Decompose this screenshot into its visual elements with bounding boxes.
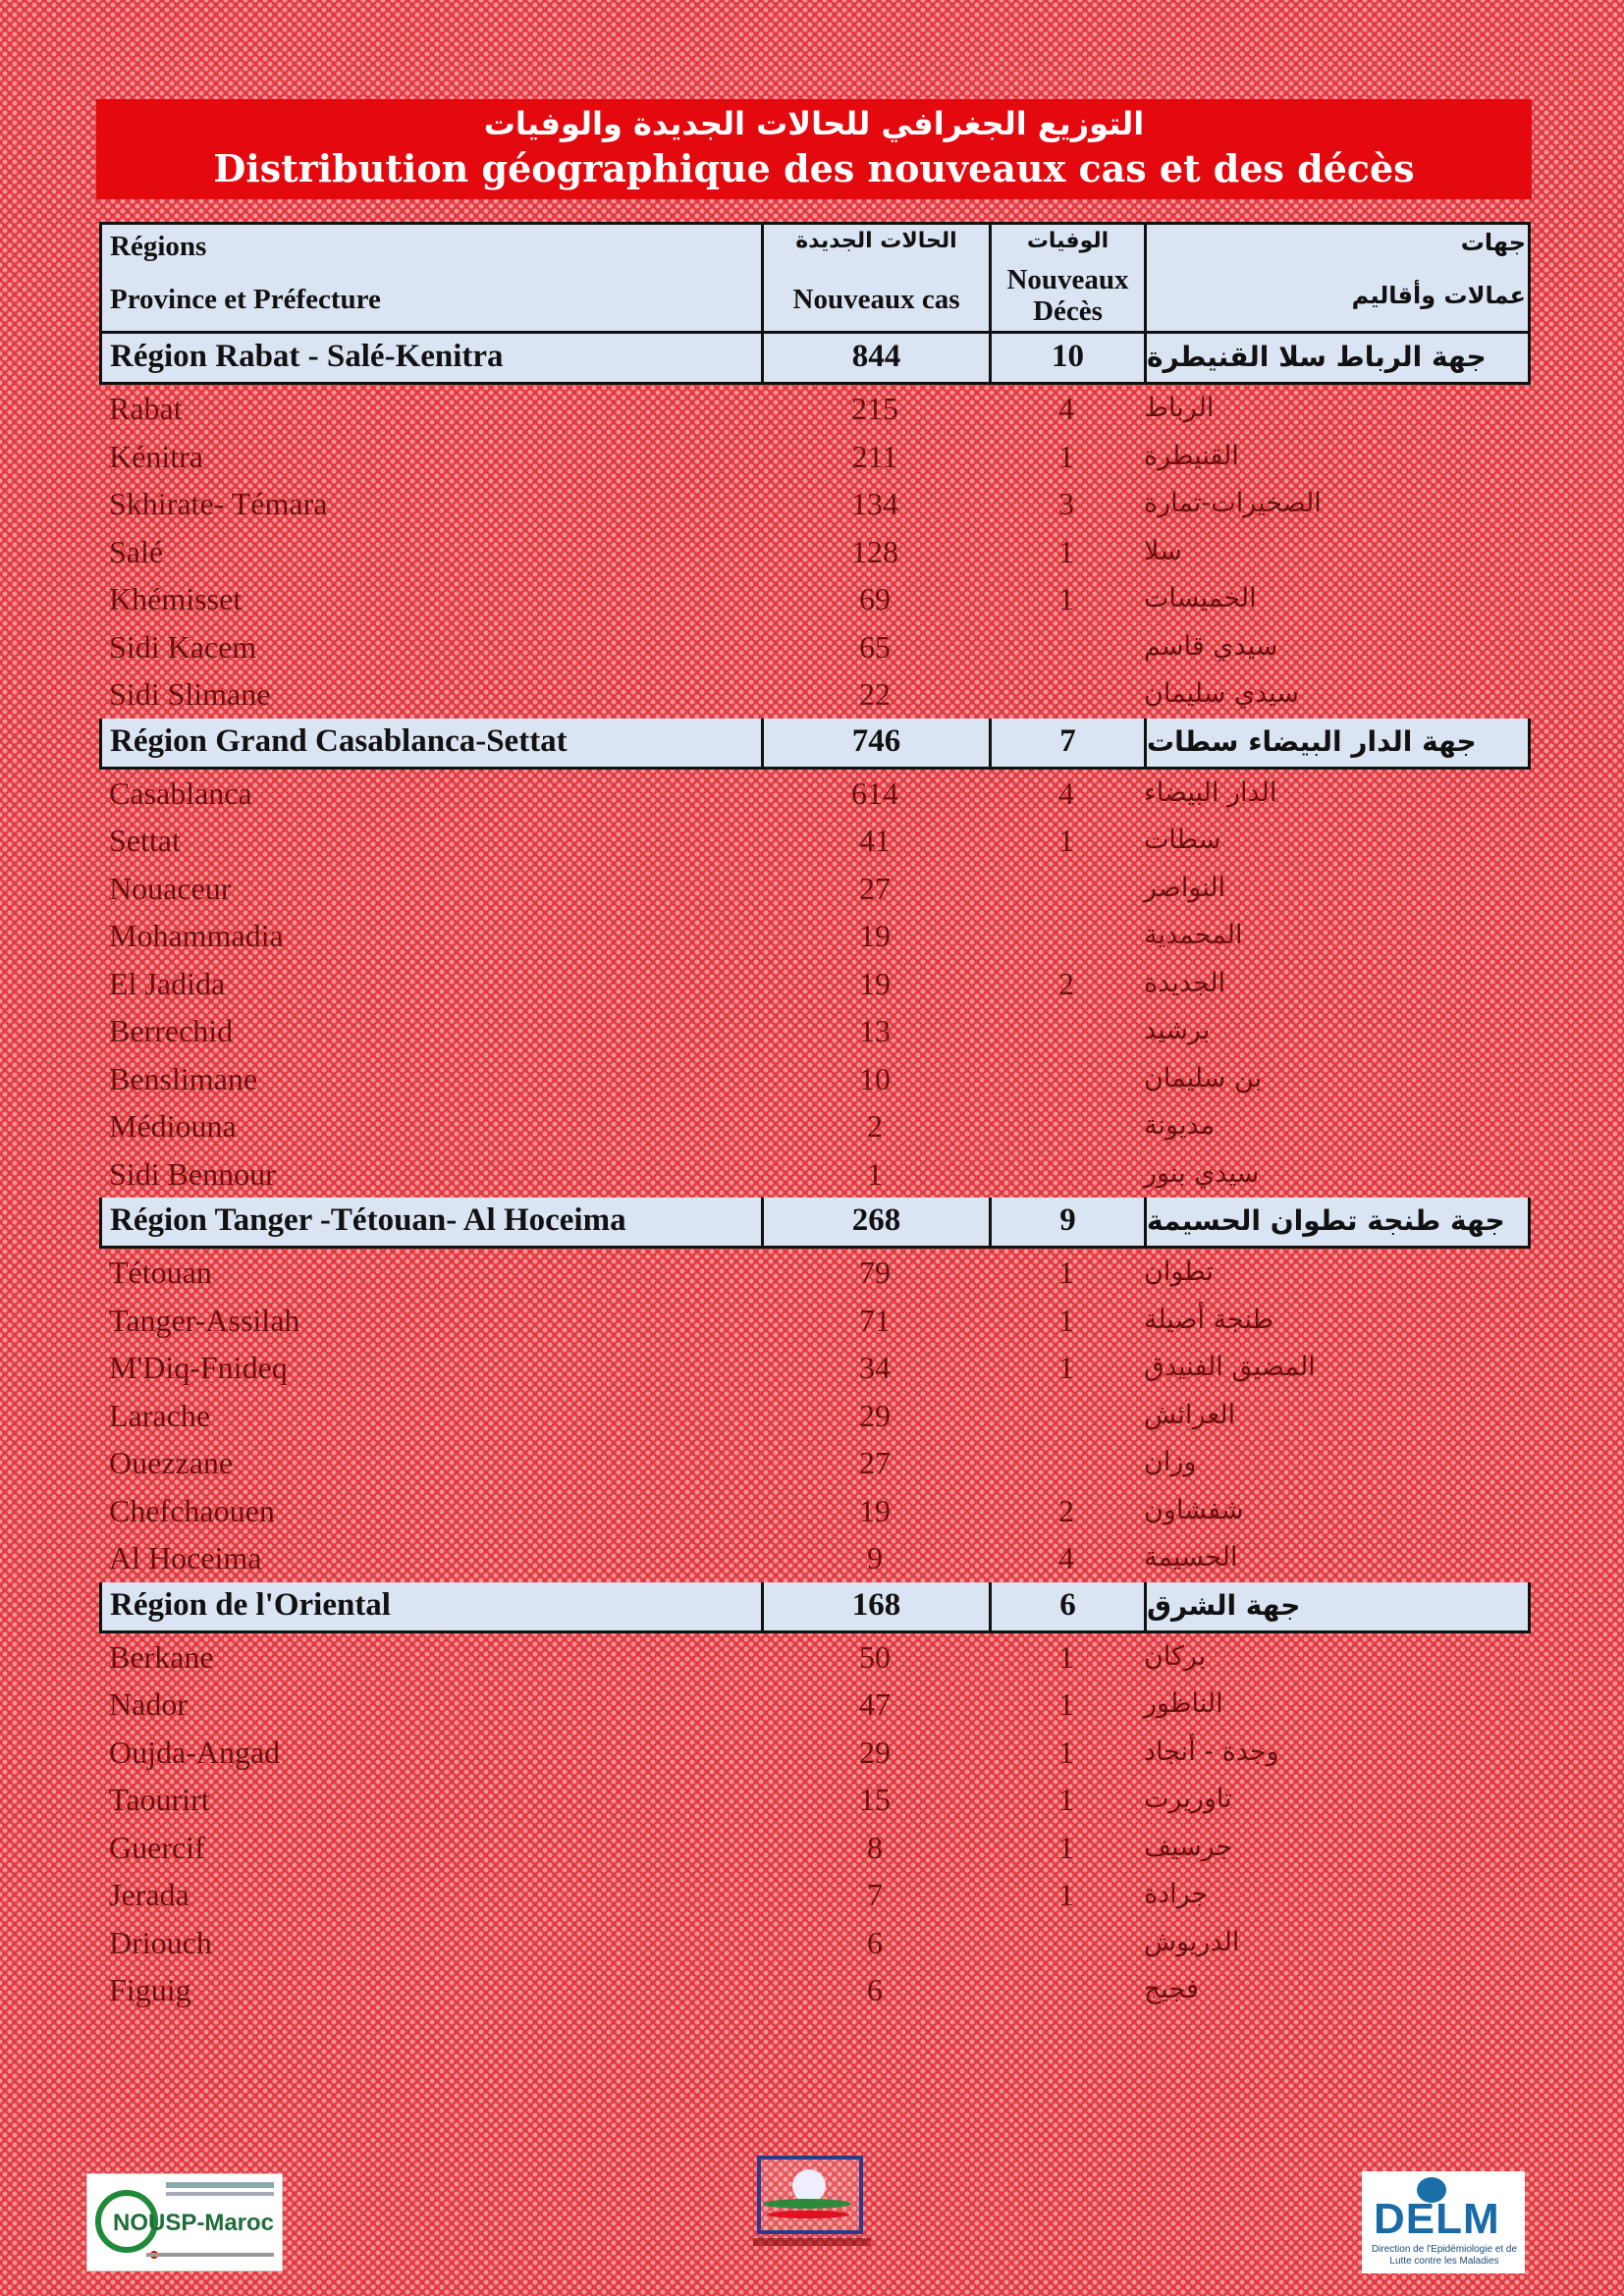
province-cases: 41 xyxy=(859,823,891,858)
province-name-fr: Al Hoceima xyxy=(109,1540,262,1575)
nousp-logo-text: NOUSP-Maroc xyxy=(113,2210,275,2236)
province-deaths xyxy=(989,623,1144,671)
province-cases: 128 xyxy=(851,533,898,569)
province-deaths: 1 xyxy=(1058,533,1074,569)
province-deaths: 1 xyxy=(1058,438,1074,474)
province-row xyxy=(99,1681,1531,1729)
province-row xyxy=(99,670,1531,719)
province-row xyxy=(99,912,1531,960)
province-cases: 27 xyxy=(859,1445,891,1480)
header-regions-label: Régions xyxy=(110,231,207,262)
province-name-fr: Taourirt xyxy=(109,1782,210,1817)
province-name-ar: مديونة xyxy=(1144,1110,1216,1141)
region-deaths: 7 xyxy=(992,719,1147,767)
province-deaths xyxy=(989,670,1144,719)
province-name-ar: سيدي سليمان xyxy=(1144,678,1300,709)
ministry-emblem-globe xyxy=(792,2169,826,2203)
province-deaths xyxy=(989,1392,1144,1440)
province-name-ar: الحسيمة xyxy=(1144,1542,1238,1573)
province-name-ar: وجدة - أنجاد xyxy=(1144,1735,1279,1767)
province-cases: 29 xyxy=(859,1397,891,1433)
logo-text-bar xyxy=(146,2253,274,2257)
province-row xyxy=(99,960,1531,1008)
province-cases: 8 xyxy=(867,1829,883,1865)
province-name-ar: الصخيرات-تمارة xyxy=(1144,488,1322,518)
province-row xyxy=(99,528,1531,576)
province-deaths: 1 xyxy=(1058,1877,1074,1912)
region-name-ar: جهة الدار البيضاء سطات xyxy=(1147,724,1477,758)
province-deaths: 2 xyxy=(1058,965,1074,1001)
distribution-table xyxy=(99,222,1531,2014)
province-name-fr: M'Diq-Fnideq xyxy=(109,1350,288,1385)
province-name-fr: Nouaceur xyxy=(109,870,232,906)
province-name-ar: طنجة أصيلة xyxy=(1144,1304,1274,1335)
region-row xyxy=(99,1582,1531,1633)
province-name-fr: Nador xyxy=(109,1686,188,1722)
province-cases: 211 xyxy=(851,438,898,474)
province-cases: 27 xyxy=(859,870,891,906)
delm-logo-text: DELM xyxy=(1374,2195,1500,2243)
province-row xyxy=(99,1150,1531,1199)
province-deaths xyxy=(989,1966,1144,2014)
province-row xyxy=(99,1534,1531,1582)
province-deaths xyxy=(989,1055,1144,1103)
province-deaths: 4 xyxy=(1058,391,1074,426)
province-cases: 71 xyxy=(859,1302,891,1338)
province-row xyxy=(99,1439,1531,1487)
province-cases: 13 xyxy=(859,1013,891,1048)
province-name-fr: Kénitra xyxy=(109,438,203,474)
province-name-ar: سيدي قاسم xyxy=(1144,630,1278,662)
delm-logo-subtitle: Direction de l'Epidémiologie et de Lutte contre les Maladies xyxy=(1371,2244,1518,2267)
province-row xyxy=(99,623,1531,671)
ministry-emblem-swoosh-red xyxy=(767,2211,849,2218)
header-regions-ar-label: جهات xyxy=(1460,229,1526,256)
province-deaths: 4 xyxy=(1058,1540,1074,1575)
province-name-ar: الجديدة xyxy=(1144,967,1226,998)
region-name-fr: Région Grand Casablanca-Settat xyxy=(102,719,764,767)
province-cases: 134 xyxy=(851,486,898,521)
province-row xyxy=(99,385,1531,433)
province-name-fr: Settat xyxy=(109,823,181,858)
province-cases: 65 xyxy=(859,628,891,665)
province-name-fr: Berkane xyxy=(109,1638,214,1675)
header-province-label: Province et Préfecture xyxy=(110,284,381,315)
province-cases: 614 xyxy=(851,774,898,811)
region-deaths: 10 xyxy=(992,334,1147,382)
province-name-ar: جرادة xyxy=(1144,1879,1209,1909)
region-row xyxy=(99,719,1531,770)
province-name-fr: Sidi Bennour xyxy=(109,1155,276,1192)
header-provinces-ar-label: عمالات وأقاليم xyxy=(1351,282,1526,309)
province-deaths: 1 xyxy=(1058,1302,1074,1338)
header-regions xyxy=(102,225,764,331)
header-new-deaths xyxy=(992,225,1147,331)
region-row xyxy=(99,1198,1531,1249)
province-name-ar: سطات xyxy=(1144,825,1221,855)
province-name-ar: برشيد xyxy=(1144,1015,1211,1045)
province-row xyxy=(99,817,1531,865)
province-cases: 69 xyxy=(859,581,891,616)
province-name-ar: العرائش xyxy=(1144,1399,1236,1430)
province-deaths: 1 xyxy=(1058,1350,1074,1385)
province-row xyxy=(99,1249,1531,1297)
province-cases: 79 xyxy=(859,1255,891,1290)
province-cases: 22 xyxy=(859,676,891,712)
region-cases: 844 xyxy=(764,334,992,382)
province-name-ar: وزان xyxy=(1144,1447,1197,1477)
province-name-ar: تطوان xyxy=(1144,1256,1214,1287)
region-name-ar: جهة طنجة تطوان الحسيمة xyxy=(1147,1204,1505,1237)
province-deaths: 4 xyxy=(1058,774,1074,811)
province-row xyxy=(99,433,1531,481)
province-deaths: 1 xyxy=(1058,1638,1074,1675)
province-deaths xyxy=(989,1919,1144,1967)
ministry-logo-caption xyxy=(753,2238,871,2246)
province-name-fr: Jerada xyxy=(109,1877,189,1912)
province-name-ar: النواصر xyxy=(1144,872,1226,903)
province-name-fr: Tanger-Assilah xyxy=(109,1302,300,1338)
province-row xyxy=(99,1776,1531,1824)
province-name-ar: شفشاون xyxy=(1144,1494,1244,1525)
province-deaths xyxy=(989,1150,1144,1199)
province-cases: 34 xyxy=(859,1350,891,1385)
province-cases: 6 xyxy=(867,1972,883,2007)
province-row xyxy=(99,1102,1531,1150)
province-name-fr: Ouezzane xyxy=(109,1445,234,1480)
province-name-ar: جرسيف xyxy=(1144,1831,1233,1862)
province-name-fr: Sidi Slimane xyxy=(109,676,271,712)
province-name-fr: Médiouna xyxy=(109,1108,237,1144)
province-name-fr: Casablanca xyxy=(109,774,252,811)
province-name-fr: Salé xyxy=(109,533,164,569)
province-name-ar: الناظور xyxy=(1144,1688,1223,1719)
province-cases: 1 xyxy=(867,1155,883,1192)
province-name-ar: سلا xyxy=(1144,535,1182,566)
province-row xyxy=(99,1824,1531,1872)
province-row xyxy=(99,1055,1531,1103)
province-name-ar: الخميسات xyxy=(1144,583,1257,614)
province-name-fr: Sidi Kacem xyxy=(109,628,257,665)
province-deaths: 1 xyxy=(1058,823,1074,858)
province-name-fr: Khémisset xyxy=(109,581,243,616)
province-row xyxy=(99,865,1531,913)
province-deaths xyxy=(989,865,1144,913)
province-name-fr: Larache xyxy=(109,1397,211,1433)
province-name-fr: Berrechid xyxy=(109,1013,234,1048)
table-header xyxy=(99,222,1531,334)
header-regions-ar xyxy=(1147,225,1534,331)
province-cases: 50 xyxy=(859,1638,891,1675)
province-name-fr: El Jadida xyxy=(109,965,226,1001)
region-cases: 746 xyxy=(764,719,992,767)
province-name-fr: Chefchaouen xyxy=(109,1492,275,1528)
title-arabic: التوزيع الجغرافي للحالات الجديدة والوفيات xyxy=(483,105,1145,142)
province-name-fr: Mohammadia xyxy=(109,918,284,953)
province-row xyxy=(99,1633,1531,1682)
province-row xyxy=(99,1392,1531,1440)
province-name-ar: المحمدية xyxy=(1144,920,1243,950)
province-name-ar: سيدي بنور xyxy=(1144,1157,1260,1189)
province-cases: 9 xyxy=(867,1540,883,1575)
title-banner xyxy=(96,99,1532,199)
province-cases: 19 xyxy=(859,1492,891,1528)
title-french: Distribution géographique des nouveaux cas et des décès xyxy=(213,146,1415,190)
province-deaths: 1 xyxy=(1058,1255,1074,1290)
table-body xyxy=(99,334,1531,2014)
province-cases: 7 xyxy=(867,1877,883,1912)
province-name-ar: الدريوش xyxy=(1144,1926,1240,1957)
province-cases: 10 xyxy=(859,1060,891,1096)
province-name-ar: تاوريرت xyxy=(1144,1784,1232,1814)
province-cases: 2 xyxy=(867,1108,883,1144)
province-cases: 47 xyxy=(859,1686,891,1722)
province-name-fr: Guercif xyxy=(109,1829,205,1865)
province-deaths: 1 xyxy=(1058,581,1074,616)
province-deaths xyxy=(989,1439,1144,1487)
province-deaths: 1 xyxy=(1058,1734,1074,1770)
province-name-ar: بن سليمان xyxy=(1144,1062,1263,1094)
region-name-ar: جهة الرباط سلا القنيطرة xyxy=(1147,341,1487,373)
province-deaths: 1 xyxy=(1058,1829,1074,1865)
region-name-fr: Région Tanger -Tétouan- Al Hoceima xyxy=(102,1198,764,1246)
region-name-fr: Région de l'Oriental xyxy=(102,1582,764,1630)
province-row xyxy=(99,1344,1531,1392)
province-name-fr: Driouch xyxy=(109,1924,212,1960)
province-deaths: 1 xyxy=(1058,1782,1074,1817)
province-cases: 19 xyxy=(859,918,891,953)
province-row xyxy=(99,1966,1531,2014)
ministry-emblem-swoosh-green xyxy=(763,2199,851,2209)
province-name-ar: الدار البيضاء xyxy=(1144,776,1277,808)
province-deaths xyxy=(989,1102,1144,1150)
province-cases: 19 xyxy=(859,965,891,1001)
nousp-maroc-logo xyxy=(86,2173,283,2271)
region-row xyxy=(99,334,1531,385)
delm-logo xyxy=(1362,2171,1525,2273)
province-name-fr: Skhirate- Témara xyxy=(109,486,328,521)
header-new-deaths-fr: Nouveaux Décès xyxy=(1006,264,1129,327)
province-cases: 29 xyxy=(859,1734,891,1770)
province-row xyxy=(99,575,1531,623)
province-deaths xyxy=(989,1007,1144,1055)
province-row xyxy=(99,1297,1531,1345)
header-new-cases xyxy=(764,225,992,331)
province-cases: 6 xyxy=(867,1924,883,1960)
header-new-cases-ar: الحالات الجديدة xyxy=(795,229,957,253)
province-name-ar: بركان xyxy=(1144,1640,1207,1672)
province-row xyxy=(99,1729,1531,1777)
province-row xyxy=(99,1487,1531,1535)
region-deaths: 9 xyxy=(992,1198,1147,1246)
province-name-ar: القنيطرة xyxy=(1144,440,1239,471)
province-name-fr: Figuig xyxy=(109,1972,191,2007)
province-cases: 15 xyxy=(859,1782,891,1817)
province-name-fr: Oujda-Angad xyxy=(109,1734,281,1770)
province-deaths: 1 xyxy=(1058,1686,1074,1722)
province-row xyxy=(99,1007,1531,1055)
header-new-cases-fr: Nouveaux cas xyxy=(792,284,960,315)
region-name-ar: جهة الشرق xyxy=(1147,1588,1301,1622)
province-row xyxy=(99,1919,1531,1967)
ministry-logo xyxy=(753,2156,871,2264)
province-row xyxy=(99,770,1531,818)
province-name-ar: الرباط xyxy=(1144,393,1215,423)
province-cases: 215 xyxy=(851,391,898,426)
province-name-ar: المضيق الفنيدق xyxy=(1144,1352,1316,1382)
province-name-fr: Tétouan xyxy=(109,1255,212,1290)
province-row xyxy=(99,480,1531,528)
region-deaths: 6 xyxy=(992,1582,1147,1630)
region-cases: 168 xyxy=(764,1582,992,1630)
province-name-fr: Rabat xyxy=(109,391,183,426)
province-deaths xyxy=(989,912,1144,960)
header-new-deaths-ar: الوفيات xyxy=(1026,229,1110,253)
region-cases: 268 xyxy=(764,1198,992,1246)
province-name-ar: فجيج xyxy=(1144,1974,1199,2004)
province-row xyxy=(99,1871,1531,1919)
logo-text-bar xyxy=(166,2182,274,2188)
region-name-fr: Région Rabat - Salé-Kenitra xyxy=(102,334,764,382)
province-deaths: 3 xyxy=(1058,486,1074,521)
province-name-fr: Benslimane xyxy=(109,1060,258,1096)
logo-text-bar xyxy=(166,2192,274,2196)
province-deaths: 2 xyxy=(1058,1492,1074,1528)
